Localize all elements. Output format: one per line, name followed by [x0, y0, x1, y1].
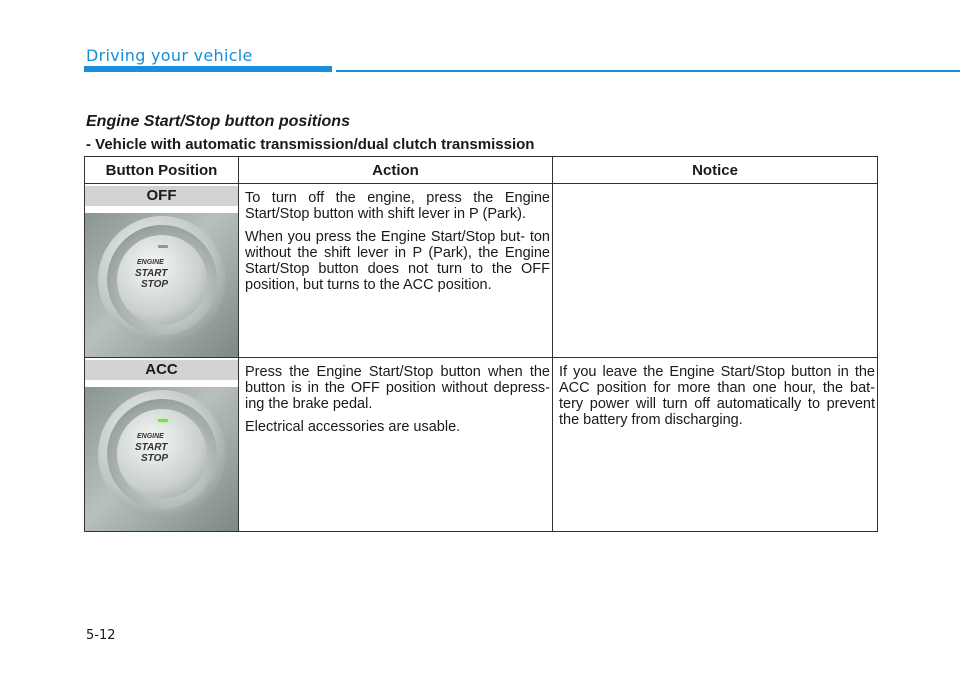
page-heading: Engine Start/Stop button positions	[86, 113, 350, 130]
page-subheading: - Vehicle with automatic transmission/dual clutch transmission	[86, 136, 535, 153]
column-header-button-position: Button Position	[85, 157, 239, 184]
button-label-engine: ENGINE	[137, 259, 164, 266]
position-label: ACC	[85, 360, 238, 380]
notice-cell: If you leave the Engine Start/Stop button in the ACC position for more than one hour, the bat- tery power will turn off automatically to prevent the battery from discharging.	[553, 358, 878, 532]
action-cell	[239, 358, 553, 532]
table-row-off	[85, 184, 878, 358]
position-label: OFF	[85, 186, 238, 206]
action-text: Electrical accessories are usable.	[245, 419, 461, 435]
indicator-light-icon	[158, 419, 168, 422]
header-rule-thin	[336, 70, 960, 72]
action-text: When you press the Engine Start/Stop but- ton without the shift lever in P (Park), the Engine Start/Stop button does not turn to the OFF position, but turns to the ACC position.	[245, 229, 550, 293]
button-label-engine: ENGINE	[137, 433, 164, 440]
indicator-light-icon	[158, 245, 168, 248]
section-title: Driving your vehicle	[86, 46, 253, 65]
header-rule-thick	[84, 66, 332, 72]
button-label-start: START	[135, 268, 168, 279]
notice-cell	[553, 184, 878, 358]
engine-start-stop-button-image	[85, 387, 238, 531]
table-row-acc	[85, 358, 878, 532]
action-cell	[239, 184, 553, 358]
column-header-action: Action	[239, 157, 553, 184]
position-cell	[85, 184, 239, 358]
button-label-stop: STOP	[141, 453, 169, 464]
position-cell	[85, 358, 239, 532]
table-header-row	[85, 157, 878, 184]
button-label-start: START	[135, 442, 168, 453]
column-header-notice: Notice	[553, 157, 878, 184]
action-text: Press the Engine Start/Stop button when the button is in the OFF position without depress- ing the brake pedal.	[245, 364, 550, 412]
engine-start-stop-button-image	[85, 213, 238, 357]
button-positions-table	[84, 156, 878, 532]
page-number: 5-12	[86, 628, 116, 643]
button-label-stop: STOP	[141, 279, 169, 290]
action-text: To turn off the engine, press the Engine Start/Stop button with shift lever in P (Park).	[245, 190, 550, 222]
